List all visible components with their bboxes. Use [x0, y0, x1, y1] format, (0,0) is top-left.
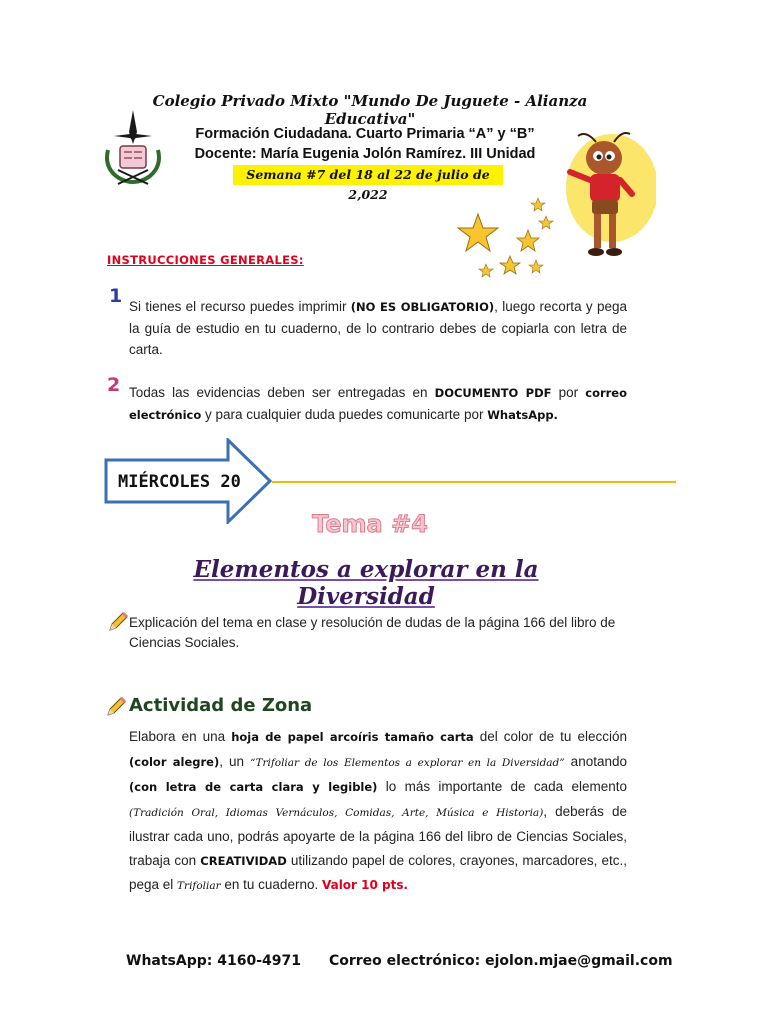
explanation-text: Explicación del tema en clase y resolución de dudas de la página 166 del libro de Ciencias Sociales.: [129, 615, 616, 650]
activity-value: Valor 10 pts.: [321, 878, 409, 892]
topic-title: Elementos a explorar en la Diversidad: [193, 556, 539, 610]
teacher-line: Docente: María Eugenia Jolón Ramírez. III Unidad: [194, 146, 536, 162]
school-crest-logo: [100, 110, 166, 192]
day-label: MIÉRCOLES 20: [118, 472, 241, 492]
contact-footer: [126, 953, 673, 969]
instruction-item-2: Todas las evidencias deben ser entregadas en DOCUMENTO PDF por correo electrónico y para cualquier duda puedes comunicarte por WhatsApp.: [129, 385, 628, 422]
subject-line: Formación Ciudadana. Cuarto Primaria “A” y “B”: [195, 126, 535, 142]
stars-decoration: [452, 180, 572, 280]
instruction-item-1: Si tienes el recurso puedes imprimir (NO ES OBLIGATORIO), luego recorta y pega la guía de estudio en tu cuaderno, de lo contrario debes de copiarla con letra de carta.: [129, 299, 628, 357]
instruction-number-2: 2: [107, 374, 121, 396]
week-banner: Semana #7 del 18 al 22 de julio de 2,022: [233, 165, 503, 185]
email-contact: Correo electrónico: ejolon.mjae@gmail.com: [328, 953, 673, 969]
whatsapp-contact: WhatsApp: 4160-4971: [126, 953, 301, 969]
instructions-title: INSTRUCCIONES GENERALES:: [107, 253, 304, 267]
activity-title: Actividad de Zona: [129, 695, 313, 716]
topic-number: Tema #4: [312, 510, 428, 538]
pencil-icon: [105, 696, 127, 718]
instruction-number-1: 1: [109, 285, 123, 307]
pencil-icon: [107, 611, 129, 633]
not-mandatory-note: (NO ES OBLIGATORIO): [350, 300, 495, 314]
activity-description: Elabora en una hoja de papel arcoíris tamaño carta del color de tu elección (color alegre), un “Trifoliar de los Elementos a explorar en la Diversidad” anotando (con letra de carta clara y legible) lo más importante de cada elemento (Tradición Oral, Idiomas Vernáculos, Comidas, Arte, Música e Historia), deberás de ilustrar cada uno, podrás apoyarte de la página 166 del libro de Ciencias Sociales, trabaja con CREATIVIDAD utilizando papel de colores, crayones, marcadores, etc., pega el Trifoliar en tu cuaderno. Valor 10 pts.: [129, 729, 628, 892]
school-name: Colegio Privado Mixto "Mundo De Juguete - Alianza Educativa": [152, 92, 588, 128]
section-divider-line: [272, 481, 676, 483]
